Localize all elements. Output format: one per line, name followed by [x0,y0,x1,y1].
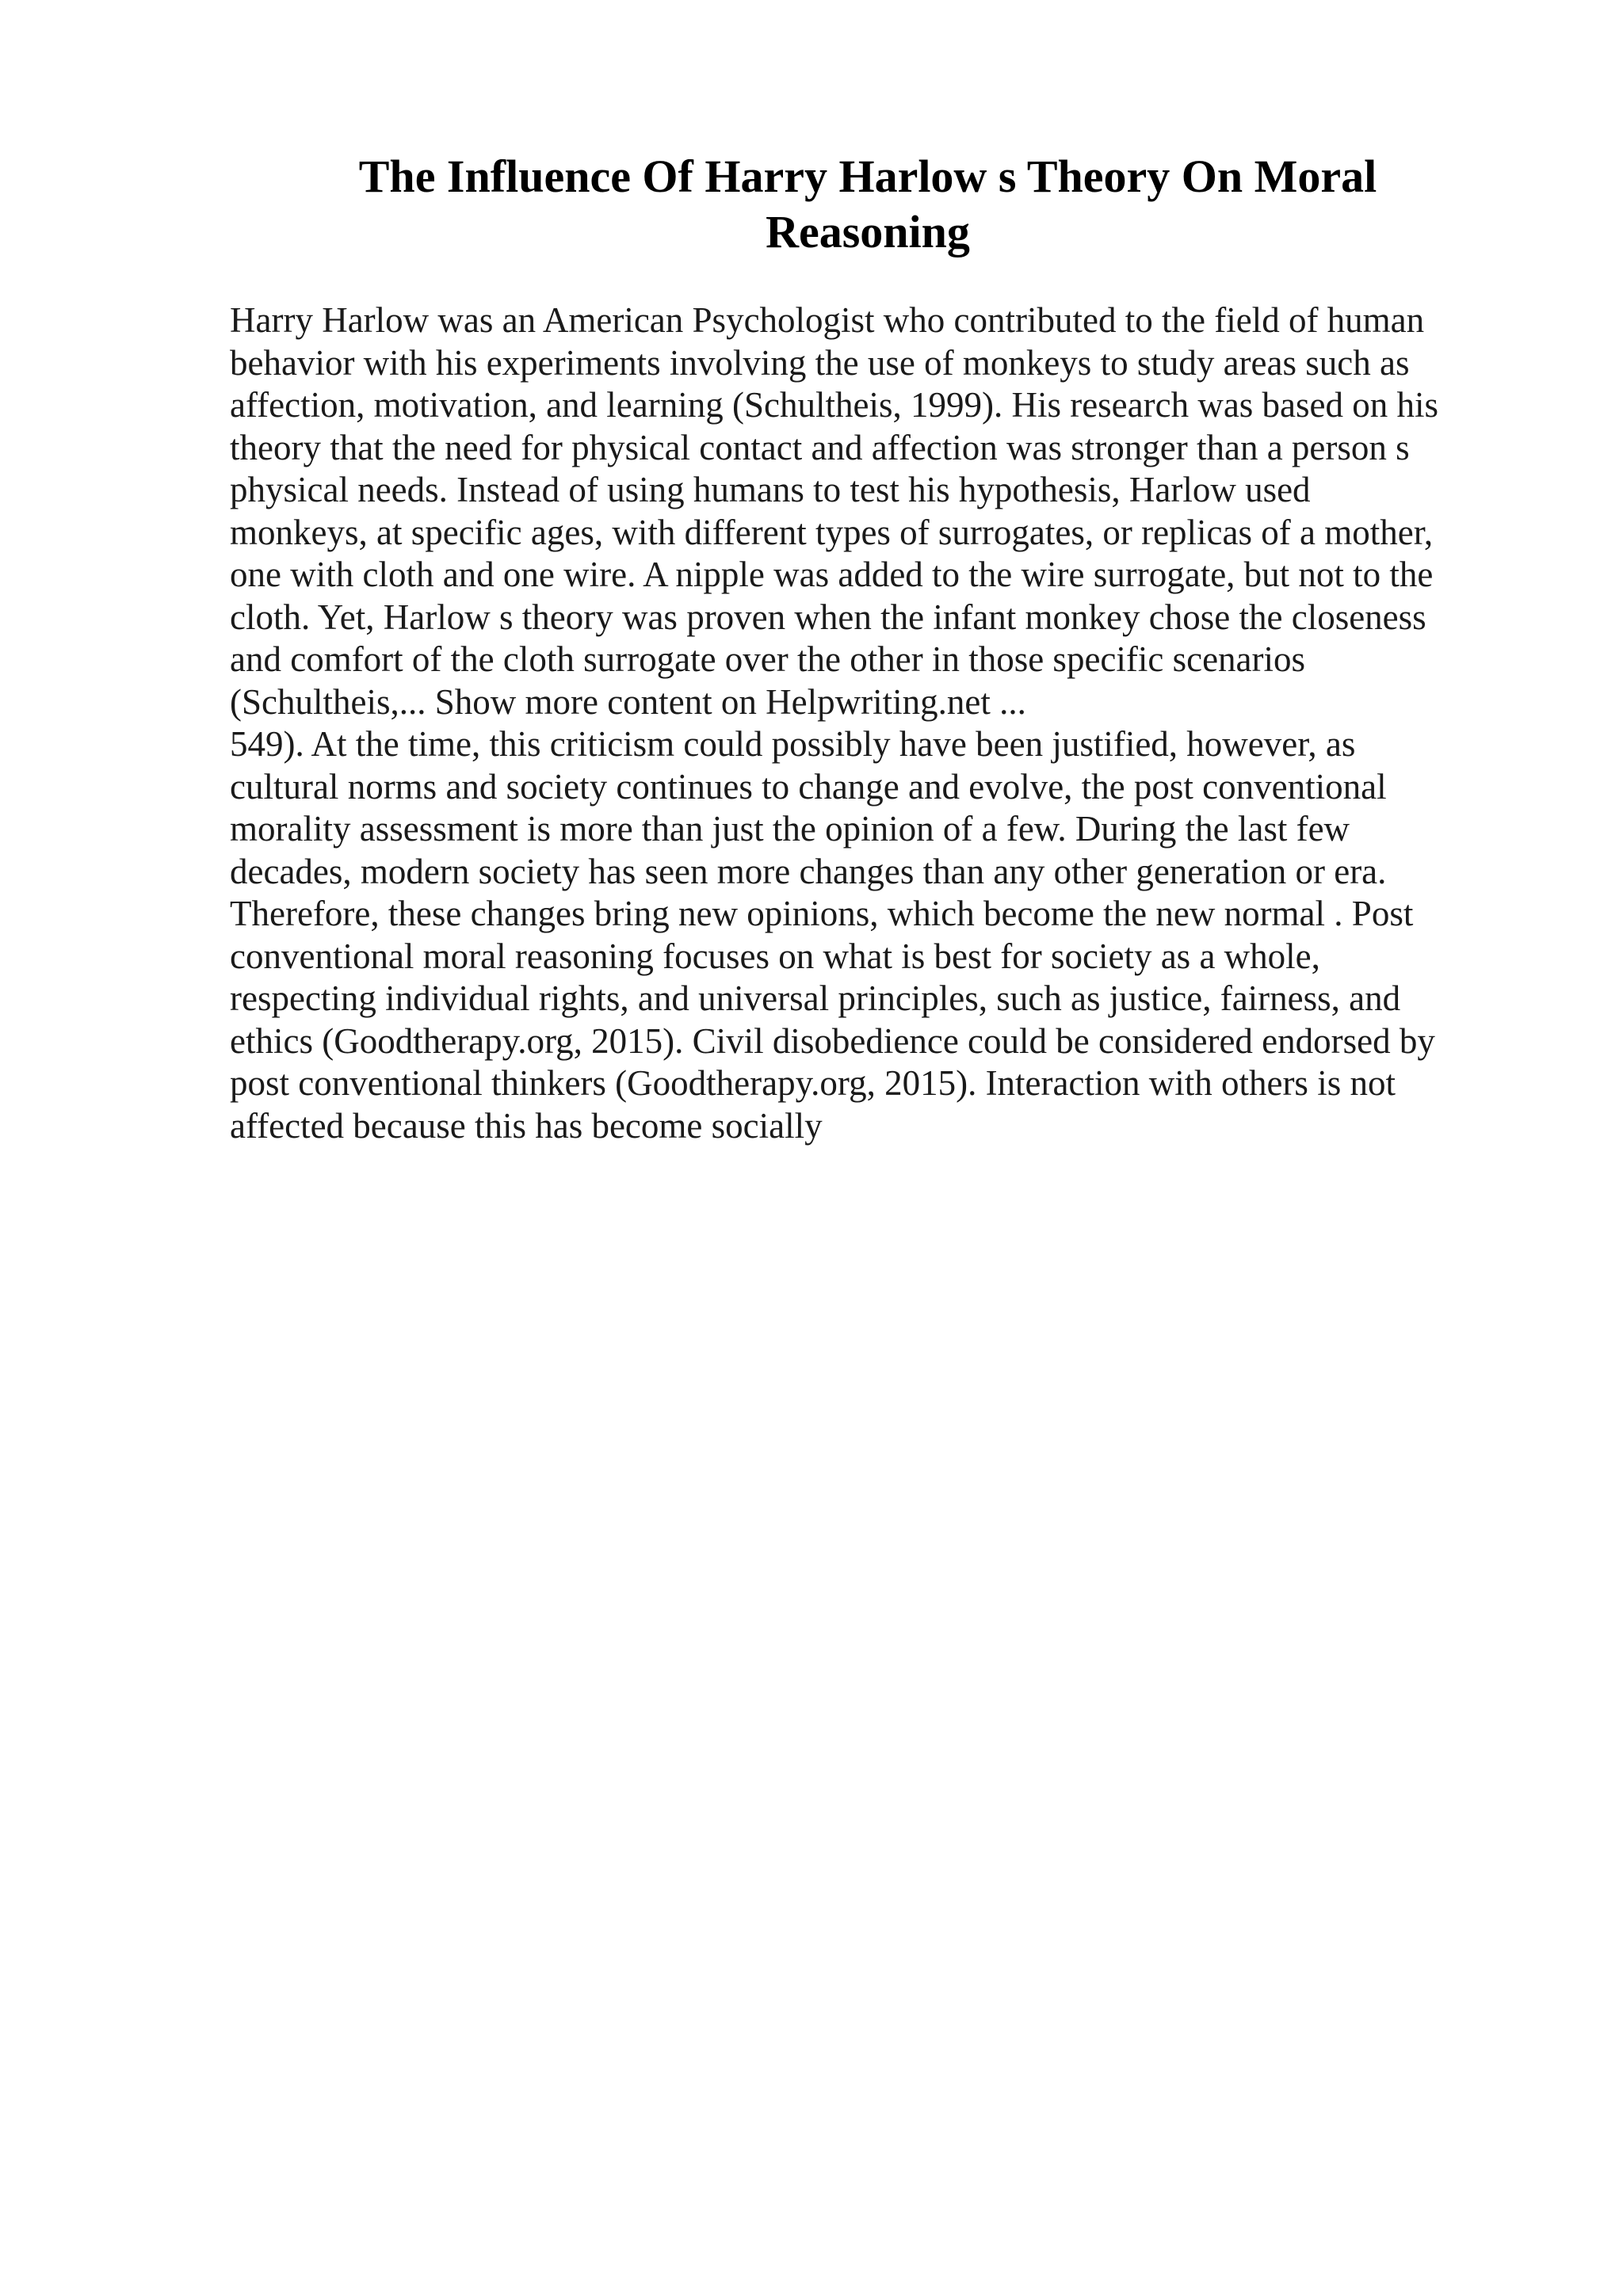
body-line: behavior with his experiments involving the use of monkeys to study areas such as [230,342,1410,383]
body-line: decades, modern society has seen more changes than any other generation or era. [230,851,1387,891]
body-line: affection, motivation, and learning (Schultheis, 1999). His research was based on his [230,385,1439,425]
body-line: ethics (Goodtherapy.org, 2015). Civil disobedience could be considered endorsed by [230,1020,1435,1061]
body-line: physical needs. Instead of using humans to test his hypothesis, Harlow used [230,470,1311,509]
body-line: monkeys, at specific ages, with different types of surrogates, or replicas of a mother, [230,512,1434,552]
body-line: Harry Harlow was an American Psychologist who contributed to the field of human [230,300,1425,340]
body-line: post conventional thinkers (Goodtherapy.org, 2015). Interaction with others is not [230,1063,1396,1103]
body-line: cloth. Yet, Harlow s theory was proven when the infant monkey chose the closeness [230,597,1426,637]
body-line: 549). At the time, this criticism could possibly have been justified, however, as [230,724,1356,764]
body-line: theory that the need for physical contact and affection was stronger than a person s [230,427,1410,467]
document-title [230,149,1506,260]
body-line: affected because this has become socially [230,1105,823,1146]
body-line: cultural norms and society continues to change and evolve, the post conventional [230,766,1387,807]
body-line: one with cloth and one wire. A nipple was added to the wire surrogate, but not to the [230,555,1434,594]
body-line: Therefore, these changes bring new opinions, which become the new normal . Post [230,894,1414,933]
body-line: morality assessment is more than just the opinion of a few. During the last few [230,809,1350,849]
body-line: respecting individual rights, and universal principles, such as justice, fairness, and [230,978,1401,1018]
title-line: Reasoning [766,206,970,257]
document-body [230,299,1514,1147]
body-line: (Schultheis,... Show more content on Helpwriting.net ... [230,681,1026,722]
body-line: conventional moral reasoning focuses on what is best for society as a whole, [230,936,1320,976]
title-line: The Influence Of Harry Harlow s Theory On Moral [358,151,1377,202]
body-line: and comfort of the cloth surrogate over the other in those specific scenarios [230,639,1306,679]
